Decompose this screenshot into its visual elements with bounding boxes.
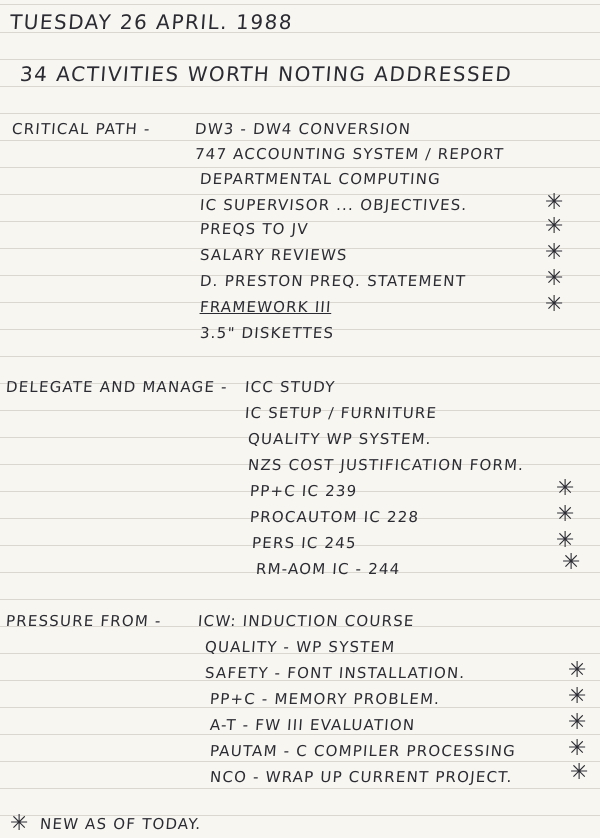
star-icon: ✳ <box>568 736 587 761</box>
delegate-item: QUALITY WP SYSTEM. <box>247 430 433 448</box>
delegate-item: RM-AOM IC - 244 <box>255 560 402 578</box>
pressure-item: NCO - WRAP UP CURRENT PROJECT. <box>209 768 514 786</box>
critical-path-item: DEPARTMENTAL COMPUTING <box>199 170 442 188</box>
pressure-item: QUALITY - WP SYSTEM <box>204 638 396 656</box>
delegate-item: ICC STUDY <box>244 378 337 396</box>
delegate-item: PROCAUTOM IC 228 <box>249 508 420 526</box>
star-icon: ✳ <box>545 292 564 317</box>
critical-path-item: IC SUPERVISOR ... OBJECTIVES. <box>199 196 469 214</box>
critical-path-item: SALARY REVIEWS <box>199 246 349 264</box>
star-icon: ✳ <box>556 528 575 553</box>
legend-note: NEW AS OF TODAY. <box>39 815 203 833</box>
star-icon: ✳ <box>556 502 575 527</box>
critical-path-item: 747 ACCOUNTING SYSTEM / REPORT <box>194 145 505 163</box>
pressure-item: SAFETY - FONT INSTALLATION. <box>204 664 467 682</box>
critical-path-item: 3.5" DISKETTES <box>199 324 335 342</box>
pressure-item: PAUTAM - C COMPILER PROCESSING <box>209 742 517 760</box>
delegate-label: DELEGATE AND MANAGE - <box>5 378 229 396</box>
star-icon: ✳ <box>545 240 564 265</box>
star-icon: ✳ <box>545 190 564 215</box>
star-icon: ✳ <box>10 811 29 836</box>
delegate-item: IC SETUP / FURNITURE <box>244 404 438 422</box>
critical-path-item: FRAMEWORK III <box>199 298 333 316</box>
pressure-item: A-T - FW III EVALUATION <box>209 716 416 734</box>
star-icon: ✳ <box>568 658 587 683</box>
delegate-item: PP+C IC 239 <box>249 482 359 500</box>
star-icon: ✳ <box>568 710 587 735</box>
star-icon: ✳ <box>545 266 564 291</box>
page-title: 34 ACTIVITIES WORTH NOTING ADDRESSED <box>19 62 514 86</box>
delegate-item: NZS COST JUSTIFICATION FORM. <box>247 456 525 474</box>
critical-path-item: DW3 - DW4 CONVERSION <box>194 120 412 138</box>
star-icon: ✳ <box>562 550 581 575</box>
critical-path-item: PREQS TO JV <box>199 220 310 238</box>
pressure-item: PP+C - MEMORY PROBLEM. <box>209 690 441 708</box>
star-icon: ✳ <box>545 214 564 239</box>
star-icon: ✳ <box>556 476 575 501</box>
date-heading: TUESDAY 26 APRIL. 1988 <box>9 10 294 34</box>
star-icon: ✳ <box>570 760 589 785</box>
star-icon: ✳ <box>568 684 587 709</box>
critical-path-item: D. PRESTON PREQ. STATEMENT <box>199 272 467 290</box>
critical-path-label: CRITICAL PATH - <box>11 120 152 138</box>
pressure-label: PRESSURE FROM - <box>5 612 163 630</box>
pressure-item: ICW: INDUCTION COURSE <box>197 612 416 630</box>
delegate-item: PERS IC 245 <box>251 534 358 552</box>
